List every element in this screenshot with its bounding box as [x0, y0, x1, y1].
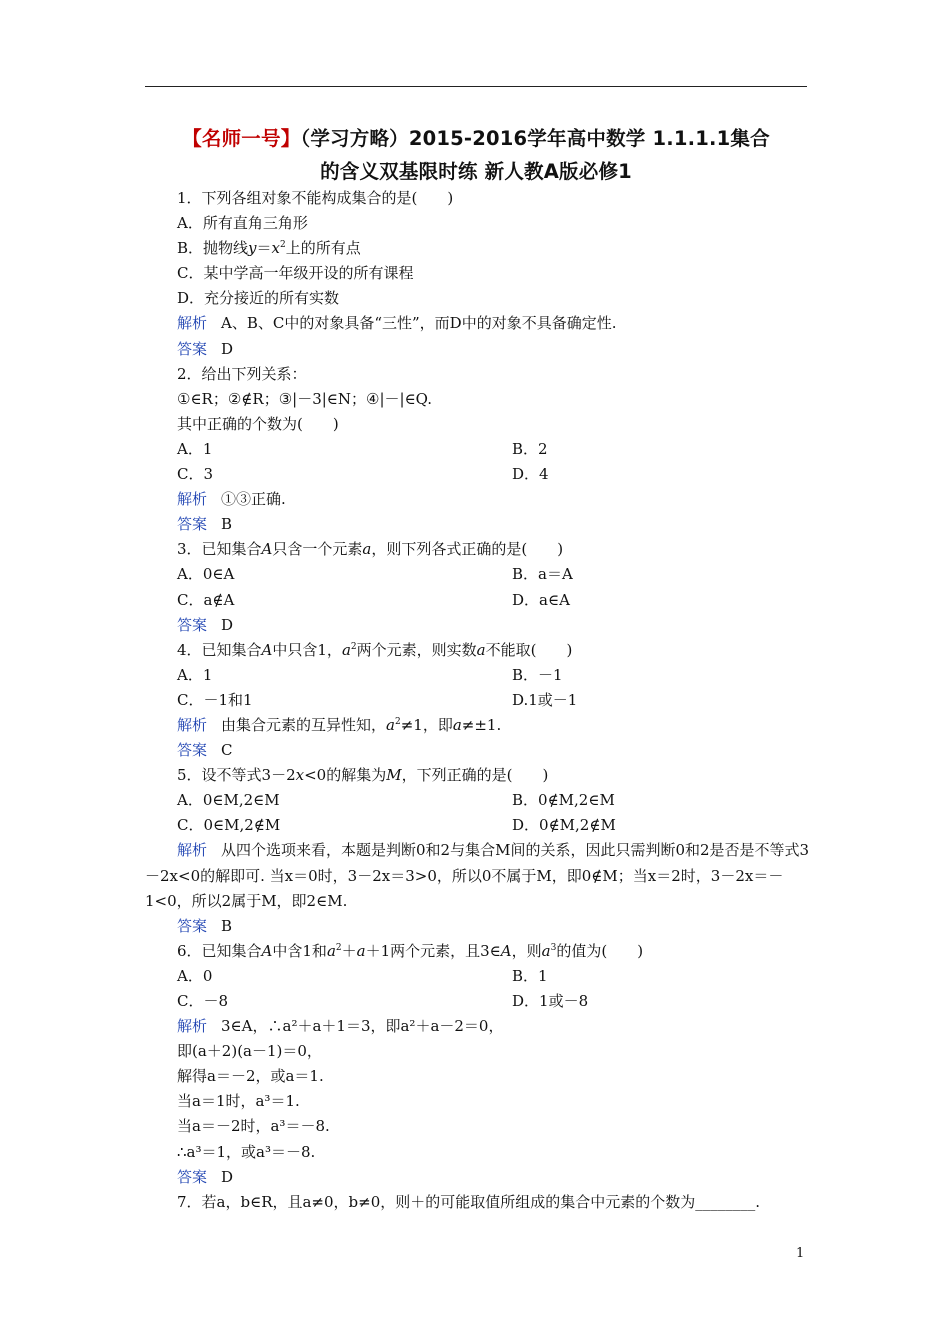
- q2-relations: ①∈R；②∉R；③|－3|∈N；④|－|∈Q.: [177, 389, 432, 408]
- q2-answer: 答案 B: [177, 515, 233, 534]
- q1-answer: 答案 D: [177, 339, 234, 358]
- q5-options-cd: C．0∈M,2∉M D．0∉M,2∉M: [177, 816, 616, 835]
- header-rule: [145, 86, 807, 87]
- q1-analysis: 解析 A、B、C中的对象具备“三性”，而D中的对象不具备确定性.: [177, 314, 617, 333]
- document-body: [145, 186, 817, 1215]
- q6-step-2: 即(a＋2)(a－1)＝0，: [177, 1042, 322, 1061]
- q5-stem: 5．设不等式3－2x<0的解集为M，下列正确的是( ): [177, 766, 549, 785]
- q1-option-d: D．充分接近的所有实数: [177, 289, 340, 308]
- document-title: [145, 122, 807, 188]
- q2-options-cd: C．3 D．4: [177, 465, 549, 484]
- title-second-line: 的含义双基限时练 新人教A版必修1: [320, 160, 632, 183]
- q2-stem: 2．给出下列关系：: [177, 364, 307, 383]
- title-bracket: 【名师一号】: [182, 127, 301, 150]
- q5-answer: 答案 B: [177, 916, 233, 935]
- q6-step-6: ∴a³＝1，或a³＝－8.: [177, 1142, 316, 1161]
- q4-options-ab: A．1 B．－1: [177, 665, 563, 684]
- q2-analysis: 解析 ①③正确.: [177, 490, 286, 509]
- q2-options-ab: A．1 B．2: [177, 439, 548, 458]
- q6-step-5: 当a＝－2时，a³＝－8.: [177, 1117, 330, 1136]
- q2-ask: 其中正确的个数为( ): [177, 414, 339, 433]
- q5-analysis: 解析 从四个选项来看，本题是判断0和2与集合M间的关系，因此只需判断0和2是否是不等式3－2x<0的解即可. 当x＝0时，3－2x＝3>0，所以0不属于M，即0∉M；当x＝2时，3－2x＝－1<0，所以2属于M，即2∈M.: [145, 841, 810, 910]
- q1-option-a: A．所有直角三角形: [177, 214, 308, 233]
- q4-analysis: 解析 由集合元素的互异性知，$a^2\ne 1$，即a≠±1.: [177, 715, 502, 734]
- q4-stem: 4．已知集合A中只含1，$a^2$两个元素，则实数a不能取( ): [177, 640, 573, 659]
- q4-options-cd: C．－1和1 D.1或－1: [177, 690, 578, 709]
- q3-options-cd: C．a∉A D．a∈A: [177, 590, 570, 609]
- q7-stem: 7．若a，b∈R，且a≠0，b≠0，则＋的可能取值所组成的集合中元素的个数为________.: [177, 1192, 761, 1211]
- q6-analysis: 解析 3∈A，∴a²＋a＋1＝3，即a²＋a－2＝0，: [177, 1017, 504, 1036]
- q1-stem: 1．下列各组对象不能构成集合的是( ): [177, 189, 454, 207]
- q6-stem: 6．已知集合A中含1和$a^2+a+1$两个元素，且3∈A，则$a^3$的值为( ): [177, 941, 644, 960]
- q6-step-4: 当a＝1时，a³＝1.: [177, 1092, 300, 1111]
- q1-option-c: C．某中学高一年级开设的所有课程: [177, 264, 414, 283]
- q6-answer: 答案 D: [177, 1167, 234, 1186]
- q4-answer: 答案 C: [177, 741, 233, 760]
- title-main: （学习方略）2015-2016学年高中数学 1.1.1.1集合: [300, 127, 770, 150]
- q5-options-ab: A．0∈M,2∈M B．0∉M,2∈M: [177, 791, 615, 810]
- q3-stem: 3．已知集合A只含一个元素a，则下列各式正确的是( ): [177, 540, 564, 559]
- page-number: 1: [796, 1246, 805, 1261]
- q6-options-ab: A．0 B．1: [177, 966, 548, 985]
- q3-answer: 答案 D: [177, 615, 234, 634]
- q1-option-b: B．抛物线$y=x^2$上的所有点: [177, 239, 361, 258]
- q3-options-ab: A．0∈A B．a＝A: [177, 565, 573, 584]
- q6-step-3: 解得a＝－2，或a＝1.: [177, 1067, 324, 1086]
- q6-options-cd: C．－8 D．1或－8: [177, 992, 589, 1010]
